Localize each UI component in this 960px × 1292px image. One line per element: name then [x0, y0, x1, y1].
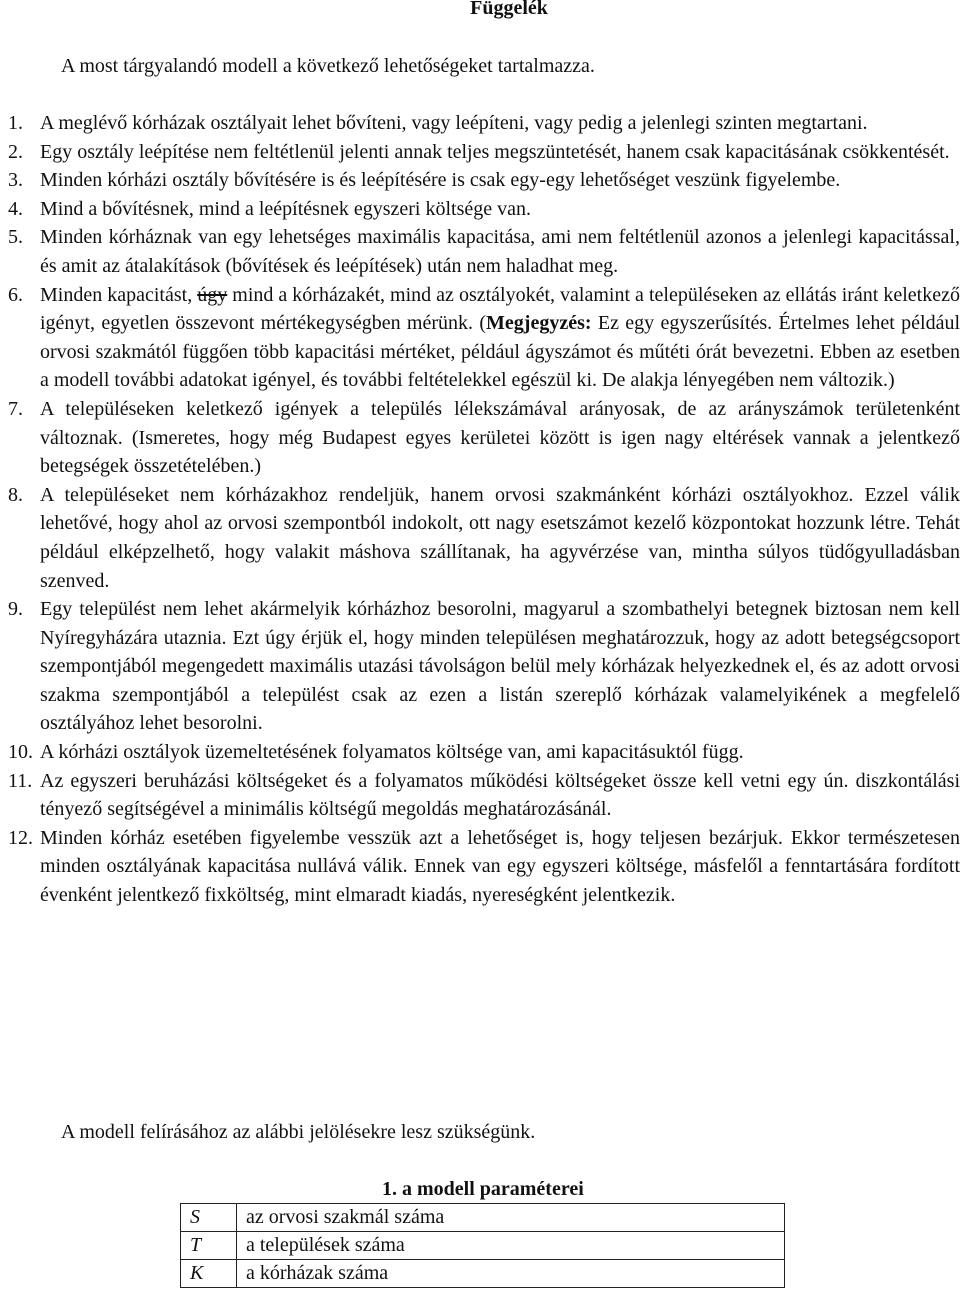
list-item-number: 3.: [8, 169, 23, 192]
list-item-text: A meglévő kórházak osztályait lehet bővíteni, vagy leépíteni, vagy pedig a jelenlegi szinten megtartani.: [40, 112, 868, 134]
list-item: [8, 824, 960, 910]
text-segment: Minden kapacitást,: [40, 283, 198, 306]
text-segment: mind a kórházakét, mind az osztályokét, valamint a településeken az ellátás iránt keletkező igényt, egyetlen összevont mértékegységben mérünk. (: [40, 283, 960, 335]
list-item: [8, 223, 960, 280]
symbol-cell: T: [181, 1232, 237, 1260]
struck-word: úgy: [197, 283, 228, 306]
list-item-number: 12.: [8, 826, 33, 849]
list-item-number: 9.: [8, 598, 23, 621]
list-item-text: A kórházi osztályok üzemeltetésének folyamatos költsége van, ami kapacitásuktól függ.: [40, 741, 744, 764]
table-row: [181, 1232, 785, 1260]
symbol-cell: K: [181, 1260, 237, 1288]
list-item: [8, 738, 960, 767]
description-cell: a települések száma: [237, 1232, 785, 1260]
list-item: [8, 395, 960, 481]
list-item-text: [40, 281, 960, 395]
list-item-text: Az egyszeri beruházási költségeket és a folyamatos működési költségeket össze kell vetni egy ún. diszkontálási tényező segítségével a minimális költségű megoldás meghatározásánál.: [40, 769, 960, 821]
list-item-text: Egy települést nem lehet akármelyik kórházhoz besorolni, magyarul a szombathelyi betegnek biztosan nem kell Nyíregyházára utaznia. Ezt úgy érjük el, hogy minden településen meghatározzuk, hogy az adott betegségcsoport szempontjából megengedett maximális utazási távolságon belül mely kórházak helyezkednek el, és az adott orvosi szakma szempontjából a települést csak az ezen a listán szereplő kórházak valamelyikének a megfelelő osztályához lehet besorolni.: [40, 598, 960, 735]
list-item-number: 2.: [8, 140, 23, 163]
parameters-table: [180, 1203, 785, 1288]
list-item-text: Egy osztály leépítése nem feltétlenül jelenti annak teljes megszüntetését, hanem csak kapacitásának csökkentését.: [40, 140, 950, 163]
list-item-number: 10.: [8, 741, 33, 764]
list-item-text: A településeket nem kórházakhoz rendeljük, hanem orvosi szakmánként kórházi osztályokhoz. Ezzel válik lehetővé, hogy ahol az orvosi szempontból indokolt, ott nagy esetszámot kezelő központokat hozzunk létre. Tehát például elképzelhető, hogy valakit máshova szállítanak, ha agyvérzése van, mintha súlyos tüdőgyulladásban szenved.: [40, 483, 960, 592]
list-item-number: 6.: [8, 283, 23, 306]
list-item-number: 11.: [8, 769, 33, 792]
list-item: [8, 281, 960, 395]
numbered-list: [8, 109, 960, 910]
table-row: [181, 1204, 785, 1232]
description-cell: az orvosi szakmál száma: [237, 1204, 785, 1232]
intro-paragraph: A most tárgyalandó modell a következő lehetőségeket tartalmazza.: [61, 55, 595, 77]
list-item: [8, 138, 960, 167]
list-item-number: 7.: [8, 397, 23, 420]
table-row: [181, 1260, 785, 1288]
list-item: [8, 195, 960, 224]
list-item-text: Minden kórháznak van egy lehetséges maximális kapacitása, ami nem feltétlenül azonos a jelenlegi kapacitással, és amit az átalakítások (bővítések és leépítések) után nem haladhat meg.: [40, 226, 960, 277]
list-item-text: Minden kórházi osztály bővítésére is és leépítésére is csak egy-egy lehetőséget veszünk figyelembe.: [40, 169, 841, 192]
list-item: [8, 109, 960, 138]
list-item: [8, 166, 960, 195]
list-item-number: 1.: [8, 112, 23, 134]
list-item: [8, 595, 960, 738]
page-title: Függelék: [470, 0, 548, 19]
list-item-text: Minden kórház esetében figyelembe vesszük azt a lehetőséget is, hogy teljesen bezárjuk. Ekkor természetesen minden osztályának kapacitása nullává válik. Ennek van egy egyszeri költsége, másfelől a fenntartására fordított évenként jelentkező fixköltség, mint elmaradt kiadás, nyereségként jelentkezik.: [40, 826, 960, 907]
description-cell: a kórházak száma: [237, 1260, 785, 1288]
symbol-cell: S: [181, 1204, 237, 1232]
list-item-text: A településeken keletkező igények a település lélekszámával arányosak, de az arányszámok területenként változnak. (Ismeretes, hogy még Budapest egyes kerületei között is igen nagy eltérések vannak a jelentkező betegségek összetételében.): [40, 397, 960, 478]
list-item-text: Mind a bővítésnek, mind a leépítésnek egyszeri költsége van.: [40, 197, 531, 220]
list-item-number: 4.: [8, 197, 23, 220]
list-item-number: 5.: [8, 226, 23, 249]
list-item: [8, 481, 960, 595]
list-item: [8, 767, 960, 824]
list-item-number: 8.: [8, 483, 23, 506]
outro-paragraph: A modell felírásához az alábbi jelölésekre lesz szükségünk.: [61, 1121, 536, 1143]
table-caption: 1. a modell paraméterei: [382, 1178, 584, 1200]
note-label: Megjegyzés:: [486, 312, 592, 335]
text-segment: Ez egy egyszerűsítés. Értelmes lehet például orvosi szakmától függően több kapacitási mértéket, például ágyszámot és műtéti órát bevezetni. Ebben az esetben a modell további adatokat igényel, és további feltételekkel egészül ki. De alakja lényegében nem változik.): [40, 312, 960, 392]
